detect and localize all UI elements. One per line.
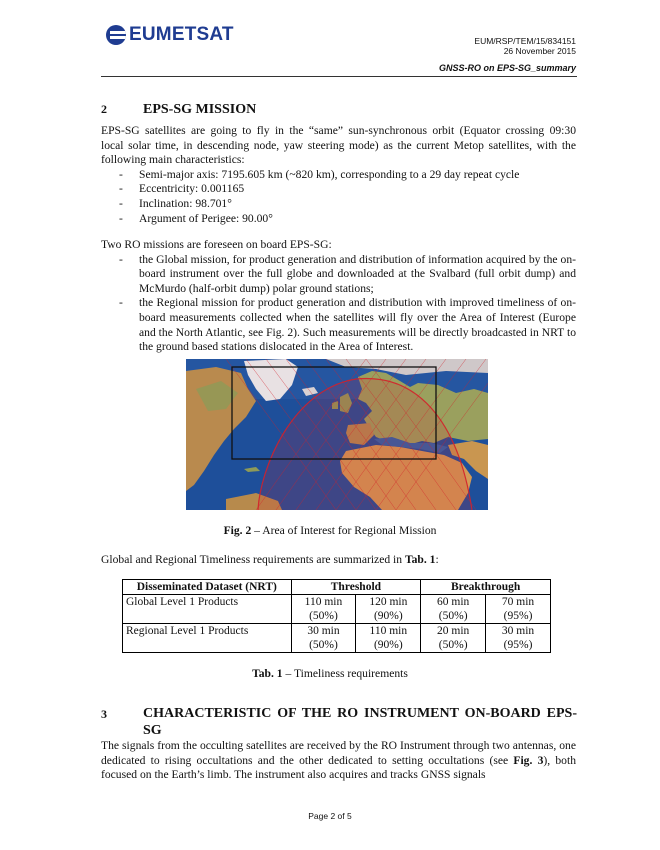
intro-line: EPS-SG satellites are going to fly in the “same” sun-synchronous orbit (Equator crossing 09:30 xyxy=(101,124,576,137)
row-label: Global Level 1 Products xyxy=(123,595,292,624)
list-item: - Inclination: 98.701° xyxy=(101,197,576,212)
document-reference xyxy=(474,36,576,56)
cell-percent: (50%) xyxy=(438,639,468,651)
cell-time: 30 min xyxy=(307,625,340,637)
doc-date: 26 November 2015 xyxy=(503,46,576,56)
table-cell xyxy=(486,595,551,624)
table-cell xyxy=(486,624,551,653)
table-intro-end: : xyxy=(435,553,439,566)
list-item: - the Regional mission for product generation and distribution with improved timeliness of on-board measurements collected when the satellites will fly over the Area of Interest (Europe and the North Atlantic, see Fig. 2). Such measurements will be directly broadcasted in NRT to the ground based stations dislocated in the Area of Interest. xyxy=(101,296,576,354)
table-1-caption xyxy=(0,667,660,680)
table-row xyxy=(123,624,551,653)
section-title: CHARACTERISTIC OF THE RO INSTRUMENT ON-BOARD EPS-SG xyxy=(143,706,577,738)
header-threshold: Threshold xyxy=(291,580,421,595)
section-title: EPS-SG MISSION xyxy=(143,102,257,117)
body-text: ), both focused on the Earth’s limb. The instrument also acquires and tracks GNSS signals xyxy=(101,753,576,782)
cell-time: 30 min xyxy=(501,625,535,637)
table-header-row xyxy=(123,580,551,595)
cell-percent: (95%) xyxy=(503,610,533,622)
table-cell xyxy=(421,595,486,624)
list-item: - Semi-major axis: 7195.605 km (~820 km), corresponding to a 29 day repeat cycle xyxy=(101,168,576,183)
cell-time: 110 min xyxy=(304,596,343,608)
header-breakthrough: Breakthrough xyxy=(421,580,551,595)
header-divider xyxy=(101,76,577,77)
list-item: - Argument of Perigee: 90.00° xyxy=(101,212,576,227)
figure-caption-text: – Area of Interest for Regional Mission xyxy=(251,524,437,537)
header-dataset: Disseminated Dataset (NRT) xyxy=(123,580,292,595)
missions-paragraph xyxy=(101,238,576,355)
cell-time: 20 min xyxy=(437,625,470,637)
eumetsat-logo xyxy=(106,24,234,46)
list-item: - Eccentricity: 0.001165 xyxy=(101,182,576,197)
page-number: Page 2 of 5 xyxy=(308,811,352,821)
table-row xyxy=(123,595,551,624)
cell-time: 110 min xyxy=(369,625,408,637)
table-intro xyxy=(101,553,576,568)
section-3-body xyxy=(101,739,576,783)
cell-percent: (90%) xyxy=(373,639,403,651)
list-item: - the Global mission, for product generation and distribution of information acquired by the on-board instrument over the full globe and downloaded at the Svalbard (full orbit dump) and McMurdo (half-orbit dump) polar ground stations; xyxy=(101,253,576,297)
cell-time: 70 min xyxy=(501,596,535,608)
section-3-heading xyxy=(101,705,577,739)
section-2-heading xyxy=(101,102,256,118)
table-cell xyxy=(356,624,421,653)
timeliness-table xyxy=(122,579,551,653)
body-text: The signals from the occulting satellites are received by the RO Instrument through two antennas, one dedicated to rising occultations and the other dedicated to setting occultations (see xyxy=(101,739,576,767)
missions-intro: Two RO missions are foreseen on board EPS-SG: xyxy=(101,238,332,251)
orbit-characteristics-list xyxy=(101,168,576,226)
table-cell xyxy=(356,595,421,624)
cell-percent: (50%) xyxy=(438,610,468,622)
cell-time: 60 min xyxy=(437,596,470,608)
figure-2-caption xyxy=(0,524,660,537)
table-ref: Tab. 1 xyxy=(404,553,436,566)
logo-text: EUMETSAT xyxy=(129,24,234,45)
section-number: 2 xyxy=(101,102,107,116)
table-cell xyxy=(421,624,486,653)
table-caption-text: – Timeliness requirements xyxy=(282,667,408,680)
missions-list xyxy=(101,253,576,355)
intro-line: local solar time, in descending node, yaw steering mode) as the current Metop satellites, with the xyxy=(101,138,576,152)
document-title: GNSS-RO on EPS-SG_summary xyxy=(438,63,576,73)
cell-percent: (50%) xyxy=(309,639,338,651)
table-cell xyxy=(291,624,356,653)
area-of-interest-map xyxy=(186,359,488,510)
eumetsat-logo-icon xyxy=(106,25,126,45)
figure-ref: Fig. 3 xyxy=(513,753,544,767)
intro-line: following main characteristics: xyxy=(101,153,245,167)
table-cell xyxy=(291,595,356,624)
doc-ref-number: EUM/RSP/TEM/15/834151 xyxy=(474,36,576,46)
table-intro-text: Global and Regional Timeliness requirements are summarized in xyxy=(101,553,405,566)
row-label: Regional Level 1 Products xyxy=(123,624,292,653)
cell-percent: (90%) xyxy=(373,610,403,622)
cell-percent: (95%) xyxy=(503,639,533,651)
cell-percent: (50%) xyxy=(309,610,338,622)
section-number: 3 xyxy=(101,707,107,721)
cell-time: 120 min xyxy=(369,596,408,608)
table-label: Tab. 1 xyxy=(252,667,283,680)
figure-label: Fig. 2 xyxy=(223,524,252,537)
section-2-intro xyxy=(101,124,576,226)
